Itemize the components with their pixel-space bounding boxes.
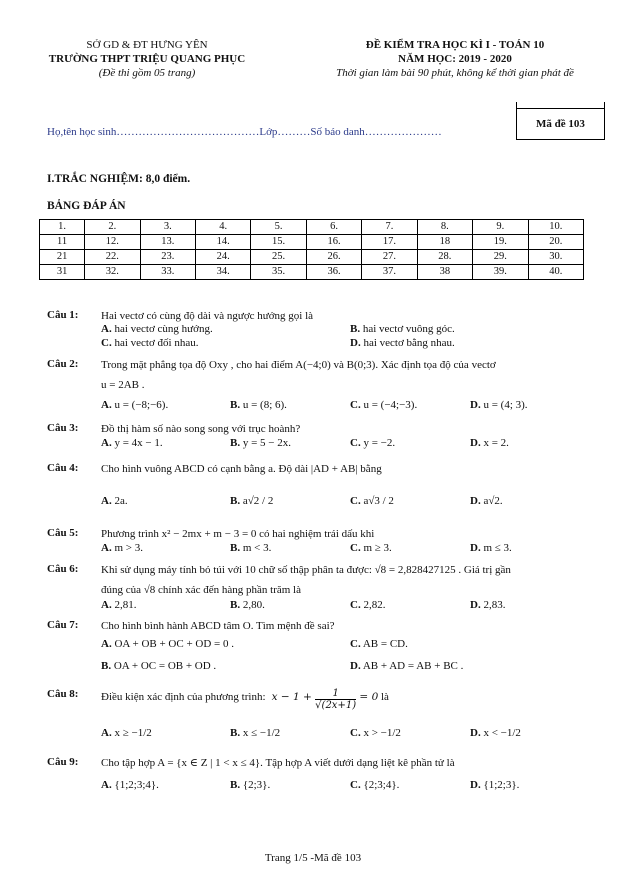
q8-equation: x − 1 + $\frac{1}{√(2x+1)}$ = 0 <box>268 688 379 711</box>
header-right <box>290 38 620 80</box>
q5-number: Câu 5: <box>47 527 79 539</box>
answer-cell[interactable]: 17. <box>362 235 417 250</box>
q3-number: Câu 3: <box>47 422 79 434</box>
q2-text: Trong mặt phẳng tọa độ Oxy , cho hai điểm A(−4;0) và B(0;3). Xác định tọa độ của vectơ <box>101 359 496 371</box>
answer-cell[interactable]: 15. <box>251 235 306 250</box>
q4-option-b[interactable]: B. a√2 / 2 <box>230 495 274 507</box>
q3-option-d[interactable]: D. x = 2. <box>470 437 509 449</box>
exam-title: ĐỀ KIỂM TRA HỌC KÌ I - TOÁN 10 <box>365 39 545 51</box>
q8-option-d[interactable]: D. x < −1/2 <box>470 727 521 739</box>
department-name: SỞ GD & ĐT HƯNG YÊN <box>86 39 208 51</box>
answer-table <box>39 219 584 280</box>
answer-cell[interactable]: 7. <box>362 220 417 235</box>
school-year: NĂM HỌC: 2019 - 2020 <box>398 53 512 65</box>
q6-text-2: đúng của √8 chính xác đến hàng phần trăm là <box>101 584 301 596</box>
q9-option-a[interactable]: A. {1;2;3;4}. <box>101 779 159 791</box>
q2-option-b[interactable]: B. u = (8; 6). <box>230 399 287 411</box>
q7-option-d[interactable]: D. AB + AD = AB + BC . <box>350 660 464 672</box>
answer-cell[interactable]: 32. <box>85 265 140 280</box>
answer-cell[interactable]: 14. <box>195 235 250 250</box>
q8-option-c[interactable]: C. x > −1/2 <box>350 727 401 739</box>
q8-option-a[interactable]: A. x ≥ −1/2 <box>101 727 152 739</box>
page-footer: Trang 1/5 -Mã đề 103 <box>264 852 362 864</box>
answer-cell[interactable]: 9. <box>473 220 528 235</box>
q8-number: Câu 8: <box>47 688 79 700</box>
answer-cell[interactable]: 30. <box>528 250 584 265</box>
q6-option-c[interactable]: C. 2,82. <box>350 599 386 611</box>
q5-option-a[interactable]: A. m > 3. <box>101 542 143 554</box>
q4-option-a[interactable]: A. 2a. <box>101 495 128 507</box>
q6-option-b[interactable]: B. 2,80. <box>230 599 265 611</box>
q1-option-b[interactable]: B. hai vectơ vuông góc. <box>350 323 455 335</box>
header-left <box>42 38 252 80</box>
answer-cell[interactable]: 24. <box>195 250 250 265</box>
answer-cell[interactable]: 29. <box>473 250 528 265</box>
answer-cell[interactable]: 3. <box>140 220 195 235</box>
q7-option-c[interactable]: C. AB = CD. <box>350 638 408 650</box>
answer-cell[interactable]: 13. <box>140 235 195 250</box>
q9-text: Cho tập hợp A = {x ∈ Z | 1 < x ≤ 4}. Tập hợp A viết dưới dạng liệt kê phần tử là <box>101 757 455 769</box>
q8-text: Điều kiện xác định của phương trình: x − 1 + $\frac{1}{√(2x+1)}$ = 0 là <box>101 688 389 711</box>
answer-table-row <box>40 250 584 265</box>
student-info-line: Họ,tên học sinh…………………………………Lớp………Số báo danh………………… <box>47 126 442 138</box>
q4-option-c[interactable]: C. a√3 / 2 <box>350 495 394 507</box>
answer-cell[interactable]: 22. <box>85 250 140 265</box>
answer-table-row <box>40 220 584 235</box>
q6-option-a[interactable]: A. 2,81. <box>101 599 137 611</box>
answer-cell[interactable]: 19. <box>473 235 528 250</box>
section-title: I.TRẮC NGHIỆM: 8,0 điểm. <box>47 173 191 185</box>
q7-text: Cho hình bình hành ABCD tâm O. Tìm mệnh đề sai? <box>101 620 335 632</box>
answer-cell[interactable]: 27. <box>362 250 417 265</box>
q1-option-c[interactable]: C. hai vectơ đối nhau. <box>101 337 199 349</box>
q6-option-d[interactable]: D. 2,83. <box>470 599 506 611</box>
answer-cell[interactable]: 33. <box>140 265 195 280</box>
q2-number: Câu 2: <box>47 358 79 370</box>
q5-option-b[interactable]: B. m < 3. <box>230 542 272 554</box>
q1-text: Hai vectơ có cùng độ dài và ngược hướng gọi là <box>101 310 314 322</box>
answer-cell[interactable]: 8. <box>417 220 472 235</box>
answer-cell[interactable]: 35. <box>251 265 306 280</box>
q7-option-a[interactable]: A. OA + OB + OC + OD = 0 . <box>101 638 234 650</box>
q4-number: Câu 4: <box>47 462 79 474</box>
answer-cell[interactable]: 21 <box>40 250 85 265</box>
q1-option-d[interactable]: D. hai vectơ bằng nhau. <box>350 337 455 349</box>
page-count-note: (Đề thi gồm 05 trang) <box>98 67 196 79</box>
q9-option-b[interactable]: B. {2;3}. <box>230 779 271 791</box>
q6-text: Khi sử dụng máy tính bỏ túi với 10 chữ số thập phân ta được: √8 = 2,828427125 . Giá trị gần <box>101 564 511 576</box>
answer-cell[interactable]: 2. <box>85 220 140 235</box>
answer-cell[interactable]: 39. <box>473 265 528 280</box>
q5-option-c[interactable]: C. m ≥ 3. <box>350 542 392 554</box>
q4-text: Cho hình vuông ABCD có cạnh bằng a. Độ dài |AD + AB| bằng <box>101 463 382 475</box>
q1-number: Câu 1: <box>47 309 79 321</box>
q7-number: Câu 7: <box>47 619 79 631</box>
answer-cell[interactable]: 40. <box>528 265 584 280</box>
answer-cell[interactable]: 16. <box>306 235 361 250</box>
q3-option-b[interactable]: B. y = 5 − 2x. <box>230 437 292 449</box>
answer-cell[interactable]: 37. <box>362 265 417 280</box>
q3-text: Đồ thị hàm số nào song song với trục hoành? <box>101 423 301 435</box>
answer-cell[interactable]: 34. <box>195 265 250 280</box>
answer-cell[interactable]: 10. <box>528 220 584 235</box>
answer-table-title: BẢNG ĐÁP ÁN <box>47 200 126 212</box>
q7-option-b[interactable]: B. OA + OC = OB + OD . <box>101 660 217 672</box>
q2-option-a[interactable]: A. u = (−8;−6). <box>101 399 169 411</box>
answer-cell[interactable]: 11 <box>40 235 85 250</box>
q9-option-d[interactable]: D. {1;2;3}. <box>470 779 520 791</box>
q5-option-d[interactable]: D. m ≤ 3. <box>470 542 512 554</box>
answer-cell[interactable]: 38 <box>417 265 472 280</box>
answer-cell[interactable]: 18 <box>417 235 472 250</box>
q2-text-2: u = 2AB . <box>101 379 145 391</box>
answer-cell[interactable]: 26. <box>306 250 361 265</box>
q1-option-a[interactable]: A. hai vectơ cùng hướng. <box>101 323 213 335</box>
q3-option-c[interactable]: C. y = −2. <box>350 437 396 449</box>
exam-code-box: Mã đề 103 <box>516 108 605 140</box>
q2-option-c[interactable]: C. u = (−4;−3). <box>350 399 418 411</box>
answer-cell[interactable]: 28. <box>417 250 472 265</box>
answer-cell[interactable]: 4. <box>195 220 250 235</box>
q5-text: Phương trình x² − 2mx + m − 3 = 0 có hai nghiệm trái dấu khi <box>101 528 375 540</box>
q8-option-b[interactable]: B. x ≤ −1/2 <box>230 727 281 739</box>
q3-option-a[interactable]: A. y = 4x − 1. <box>101 437 163 449</box>
school-name: TRƯỜNG THPT TRIỆU QUANG PHỤC <box>48 53 246 65</box>
answer-cell[interactable]: 5. <box>251 220 306 235</box>
answer-cell[interactable]: 6. <box>306 220 361 235</box>
q9-number: Câu 9: <box>47 756 79 768</box>
answer-table-row <box>40 235 584 250</box>
answer-cell[interactable]: 25. <box>251 250 306 265</box>
q2-option-d[interactable]: D. u = (4; 3). <box>470 399 528 411</box>
answer-cell[interactable]: 31 <box>40 265 85 280</box>
answer-cell[interactable]: 36. <box>306 265 361 280</box>
answer-cell[interactable]: 23. <box>140 250 195 265</box>
time-note: Thời gian làm bài 90 phút, không kể thời gian phát đề <box>336 67 574 79</box>
q4-option-d[interactable]: D. a√2. <box>470 495 503 507</box>
q6-number: Câu 6: <box>47 563 79 575</box>
answer-cell[interactable]: 20. <box>528 235 584 250</box>
answer-table-row <box>40 265 584 280</box>
q9-option-c[interactable]: C. {2;3;4}. <box>350 779 400 791</box>
answer-cell[interactable]: 1. <box>40 220 85 235</box>
answer-cell[interactable]: 12. <box>85 235 140 250</box>
